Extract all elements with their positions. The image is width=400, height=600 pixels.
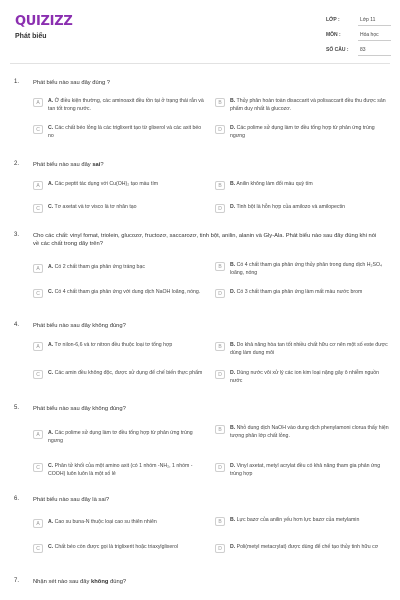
option-letter: C. [48,463,54,469]
question-text: Phát biểu nào sau đây không đúng? [33,406,126,412]
question-text [33,161,383,169]
option-letter: A. [48,264,54,270]
option-box[interactable]: C [33,370,43,379]
option-box[interactable]: B [215,342,225,351]
option-content: Poli(metyl metacrylat) được dùng để chế tạo thủy tinh hữu cơ [236,544,379,550]
option-content: Lực bazơ của anilin yếu hơn lực bazơ của metylamin [236,517,360,523]
option-letter: C. [48,204,54,210]
meta-count-line [358,55,391,56]
option-content: Cao su buna-N thuộc loại cao su thiên nhiên [54,519,157,525]
option-content: Các polime sử dụng làm tơ đều tổng hợp từ phản ứng trùng ngưng [48,430,193,444]
option-letter: C. [48,289,54,295]
option-content: Các chất béo lỏng là các triglixerit tạo từ glixerol và các axit béo no [48,125,202,139]
option-box[interactable]: A [33,181,43,190]
meta-grade-value: Lớp 11 [360,17,376,23]
question-number: 6. [14,496,20,502]
option-box[interactable]: C [33,289,43,298]
question-text: Phát biểu nào sau đây đúng ? [33,80,111,86]
option-box[interactable]: B [215,517,225,526]
option-letter: D. [230,125,236,131]
option-text [48,342,208,350]
option-text [230,125,390,140]
option-content: Các amin đều không độc, được sử dụng để chế biến thực phẩm [54,370,203,376]
option-content: Có 3 chất tham gia phản ứng làm mất màu nước brom [236,289,363,295]
option-letter: C. [48,125,54,131]
option-text [48,125,208,140]
option-text [230,544,390,552]
option-letter: B. [230,262,236,268]
option-box[interactable]: A [33,98,43,107]
question-text: Cho các chất: vinyl fomat, triolein, glucozơ, fructozơ, saccarozơ, tinh bột, anilin, alanin và Gly-Ala. Phát biểu nào sau đây đúng khi nói về các chất trong dãy trên? [33,233,377,247]
option-text [230,463,390,478]
option-content: Thủy phân hoàn toàn disaccarit và polisaccarit đều thu được sản phẩm duy nhất là glucozơ. [230,98,386,112]
meta-grade-label: LỚP : [326,17,340,23]
question-text: Phát biểu nào sau đây không đúng? [33,323,126,329]
option-text [230,370,390,385]
option-content: Tơ nilon-6,6 và tơ nitron đều thuộc loại tơ tổng hợp [54,342,173,348]
option-letter: A. [48,519,54,525]
option-letter: B. [230,517,236,523]
option-letter: D. [230,204,236,210]
option-text [230,342,390,357]
option-text [230,262,390,277]
question-number: 2. [14,161,20,167]
option-content: Các peptit tác dụng với Cu(OH)₂ tạo màu tím [54,181,159,187]
option-box[interactable]: D [215,370,225,379]
option-box[interactable]: C [33,125,43,134]
option-text [48,463,208,478]
option-box[interactable]: D [215,463,225,472]
option-letter: D. [230,289,236,295]
option-content: Do khả năng hòa tan tốt nhiều chất hữu cơ nên một số este được dùng làm dung môi [230,342,388,356]
option-letter: D. [230,463,236,469]
option-text [48,430,208,445]
option-content: Nhỏ dung dịch NaOH vào dung dịch phenylamoni clorua thấy hiện tượng phân lớp chất lỏng. [230,425,389,439]
option-letter: A. [48,98,54,104]
question-number: 5. [14,405,20,411]
question-number: 4. [14,322,20,328]
worksheet-header [0,0,400,62]
meta-grade-line [358,25,391,26]
option-letter: A. [48,181,54,187]
option-box[interactable]: A [33,430,43,439]
option-box[interactable]: D [215,544,225,553]
option-text [230,204,390,212]
header-divider [10,63,390,64]
option-letter: A. [48,430,54,436]
question-text-emphasis: không [91,579,109,585]
option-text [48,370,208,378]
option-text [48,98,208,113]
option-box[interactable]: A [33,342,43,351]
question-text-emphasis: sai [92,162,101,168]
option-text [48,544,208,552]
question-number: 7. [14,578,20,584]
option-box[interactable]: B [215,425,225,434]
meta-count-label: SỐ CÂU : [326,47,349,53]
option-box[interactable]: D [215,204,225,213]
option-letter: B. [230,98,236,104]
option-content: Ở điều kiện thường, các aminoaxit đều tồn tại ở trạng thái rắn và tan tốt trong nước. [48,98,204,112]
meta-subject-line [358,40,391,41]
quizizz-logo: QUIZIZZ [15,14,73,29]
question-text-pre: Nhận xét nào sau đây [33,579,92,585]
option-text [48,181,208,189]
option-box[interactable]: B [215,181,225,190]
question-text-pre: Phát biểu nào sau đây [33,162,93,168]
question-number: 1. [14,79,20,85]
option-box[interactable]: B [215,262,225,271]
option-box[interactable]: B [215,98,225,107]
option-content: Chất béo còn được gọi là triglixerit hoặc triaxylglixerol [54,544,179,550]
meta-subject-value: Hóa học [360,32,379,38]
option-text [230,289,390,297]
option-content: Có 4 chất tham gia phản ứng với dung dịch NaOH loãng, nóng. [54,289,201,295]
option-text [230,98,390,113]
option-letter: B. [230,342,236,348]
option-box[interactable]: C [33,463,43,472]
option-content: Anilin không làm đổi màu quỳ tím [236,181,313,187]
option-content: Tinh bột là hỗn hợp của amilozo và amilopectin [236,204,346,210]
option-box[interactable]: A [33,264,43,273]
option-text [48,264,208,272]
option-box[interactable]: D [215,289,225,298]
worksheet-title: Phát biểu [15,33,47,40]
option-content: Có 4 chất tham gia phản ứng thủy phân trong dung dịch H₂SO₄ loãng, nóng [230,262,383,276]
option-content: Phân tử khối của một amino axit (có 1 nhóm -NH₂, 1 nhóm - COOH) luôn luôn là một số lẻ [48,463,193,477]
question-text [33,578,383,586]
option-box[interactable]: C [33,204,43,213]
option-text [230,517,390,525]
question-number: 3. [14,232,20,238]
option-text [230,425,390,440]
option-text [48,519,208,527]
option-letter: C. [48,370,54,376]
option-text [230,181,390,189]
option-letter: B. [230,181,236,187]
question-text: Phát biểu nào sau đây là sai? [33,497,110,503]
option-letter: D. [230,544,236,550]
meta-count-value: 83 [360,47,366,53]
option-box[interactable]: A [33,519,43,528]
question-text-post: ? [100,162,104,168]
option-box[interactable]: C [33,544,43,553]
option-box[interactable]: D [215,125,225,134]
question-text-post: đúng? [108,579,127,585]
option-letter: C. [48,544,54,550]
meta-subject-label: MÔN : [326,32,341,38]
option-content: Dùng nước vôi xử lý các ion kim loại nặng gây ô nhiễm nguồn nước [230,370,380,384]
option-content: Tơ axetat và tơ visco là tơ nhân tạo [54,204,137,210]
option-letter: D. [230,370,236,376]
option-letter: A. [48,342,54,348]
option-content: Các polime sử dụng làm tơ đều tổng hợp từ phản ứng trùng ngưng [230,125,375,139]
option-letter: B. [230,425,236,431]
option-content: Vinyl axetat, metyl acrylat đều có khả năng tham gia phản ứng trùng hợp [230,463,381,477]
option-text [48,204,208,212]
option-content: Có 2 chất tham gia phản ứng tráng bạc [54,264,145,270]
option-text [48,289,208,297]
